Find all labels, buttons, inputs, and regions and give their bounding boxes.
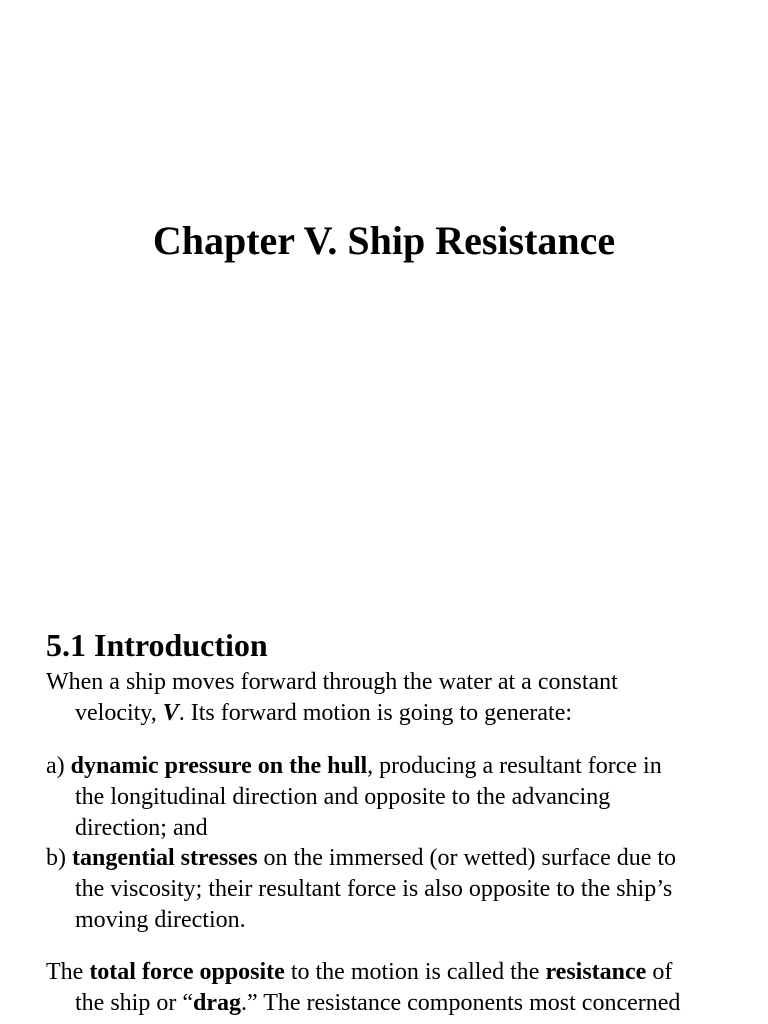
item-b-line-2: the viscosity; their resultant force is also opposite to the ship’s <box>75 876 673 902</box>
drag-term: drag <box>192 990 241 1016</box>
total-force-paragraph <box>46 957 746 1019</box>
total-line-1-mid: to the motion is called the <box>284 959 546 985</box>
item-a-line-3: direction; and <box>75 815 208 841</box>
total-force-term: total force opposite <box>89 959 285 985</box>
item-a-line-1-rest: , producing a resultant force in <box>367 753 662 779</box>
item-b-line-1 <box>46 843 746 874</box>
total-line-1-pre: The <box>46 959 90 985</box>
chapter-title: Chapter V. Ship Resistance <box>152 218 616 263</box>
total-line-1 <box>46 957 746 988</box>
intro-line-1: When a ship moves forward through the water at a constant <box>46 669 618 695</box>
list-item-b <box>46 843 746 936</box>
item-b-marker: b) <box>46 845 72 871</box>
velocity-symbol: V <box>162 700 179 726</box>
section-heading: 5.1 Introduction <box>46 627 268 663</box>
intro-line-2-text: velocity, <box>75 700 163 726</box>
intro-paragraph <box>46 667 746 729</box>
item-a-marker: a) <box>46 753 71 779</box>
total-line-2-pre: the ship or “ <box>75 990 193 1016</box>
item-b-line-1-rest: on the immersed (or wetted) surface due to <box>257 845 677 871</box>
item-a-line-1 <box>46 751 746 782</box>
total-line-2 <box>46 988 746 1019</box>
item-b-term: tangential stresses <box>72 845 258 871</box>
total-line-1-post: of <box>646 959 673 985</box>
total-line-2-post: .” The resistance components most concerned <box>240 990 681 1016</box>
item-b-line-3: moving direction. <box>75 907 246 933</box>
item-a-line-2: the longitudinal direction and opposite to the advancing <box>75 784 611 810</box>
resistance-term: resistance <box>545 959 647 985</box>
intro-line-2-rest: . Its forward motion is going to generate: <box>178 700 573 726</box>
item-a-term: dynamic pressure on the hull <box>70 753 368 779</box>
intro-line-2 <box>46 698 746 729</box>
list-item-a <box>46 751 746 844</box>
